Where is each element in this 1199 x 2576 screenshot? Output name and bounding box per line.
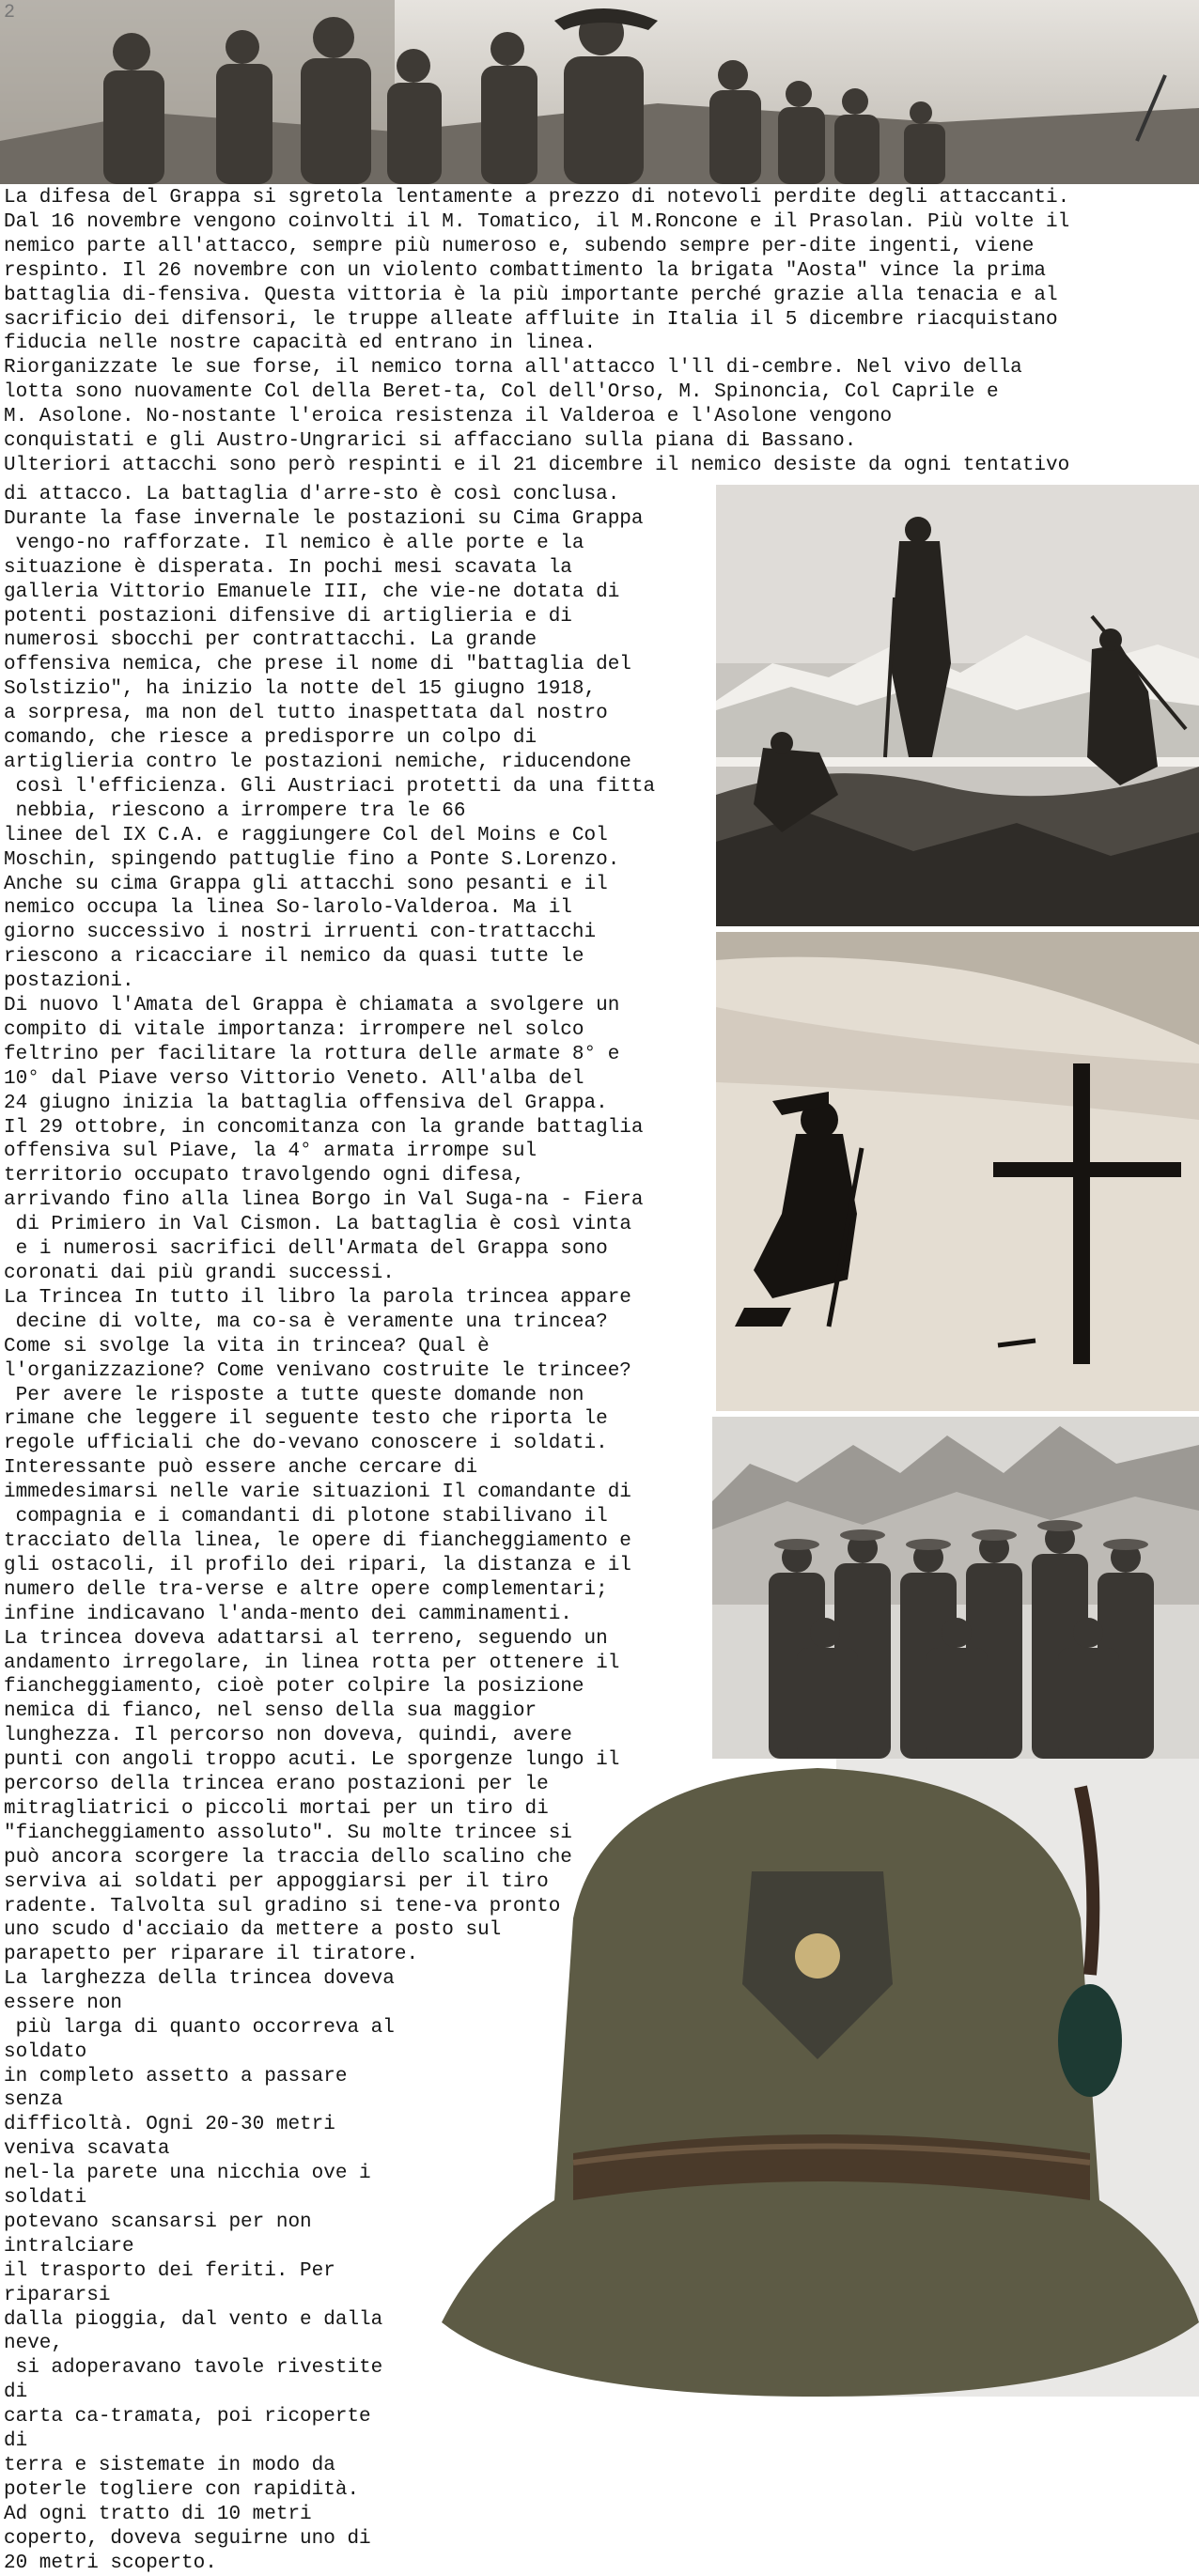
text-line: postazioni. xyxy=(4,970,134,993)
text-line: terra e sistemate in modo da xyxy=(4,2455,335,2477)
text-line: regole ufficiali che do-vevano conoscere i soldati. xyxy=(4,1433,608,1455)
text-line: Di nuovo l'Amata del Grappa è chiamata a svolgere un xyxy=(4,995,620,1017)
text-line: punti con angoli troppo acuti. Le sporgenze lungo il xyxy=(4,1749,620,1772)
kneeling-soldier-and-cross-photo xyxy=(716,932,1199,1411)
text-line: fiducia nelle nostre capacità ed entrano in linea. xyxy=(4,333,597,355)
text-line: e i numerosi sacrifici dell'Armata del Grappa sono xyxy=(4,1238,608,1261)
text-line: offensiva sul Piave, la 4° armata irrompe sul xyxy=(4,1141,537,1163)
text-line: arrivando fino alla linea Borgo in Val Suga-na - Fiera xyxy=(4,1189,644,1212)
text-line: linee del IX C.A. e raggiungere Col del Moins e Col xyxy=(4,824,608,846)
text-line: più larga di quanto occorreva al soldato xyxy=(4,2016,407,2063)
text-line: nel-la parete una nicchia ove i soldati xyxy=(4,2163,383,2210)
text-line: infine indicavano l'anda-mento dei camminamenti. xyxy=(4,1603,572,1625)
text-line: La Trincea In tutto il libro la parola trincea appare xyxy=(4,1286,631,1309)
text-line: respinto. Il 26 novembre con un violento combattimento la brigata "Aosta" vince la prima xyxy=(4,259,1046,282)
text-line: poterle togliere con rapidità. xyxy=(4,2478,360,2501)
text-line: galleria Vittorio Emanuele III, che vie-ne dotata di xyxy=(4,581,620,603)
text-line: a sorpresa, ma non del tutto inaspettata dal nostro xyxy=(4,703,608,725)
text-line: radente. Talvolta sul gradino si tene-va pronto xyxy=(4,1895,561,1917)
text-line: La trincea doveva adattarsi al terreno, seguendo un xyxy=(4,1627,608,1650)
text-line: battaglia di-fensiva. Questa vittoria è la più importante perché grazie alla tenacia e al xyxy=(4,284,1058,306)
text-line: lotta sono nuovamente Col della Beret-ta, Col dell'Orso, M. Spinoncia, Col Caprile e xyxy=(4,381,999,404)
text-line: Solstizio", ha inizio la notte del 15 giugno 1918, xyxy=(4,678,597,701)
text-line: dalla pioggia, dal vento e dalla neve, xyxy=(4,2308,395,2355)
text-line: La difesa del Grappa si sgretola lentamente a prezzo di notevoli perdite degli attaccanti. xyxy=(4,187,1070,209)
text-line: difficoltà. Ogni 20-30 metri veniva scavata xyxy=(4,2114,348,2161)
article-text-full-width xyxy=(4,186,1197,478)
text-line: Ulteriori attacchi sono però respinti e il 21 dicembre il nemico desiste da ogni tentativo xyxy=(4,454,1070,476)
text-line: 10° dal Piave verso Vittorio Veneto. All'alba del xyxy=(4,1067,584,1090)
text-line: comando, che riesce a predisporre un colpo di xyxy=(4,727,537,750)
text-line: Durante la fase invernale le postazioni su Cima Grappa xyxy=(4,507,644,530)
article-text-column xyxy=(4,483,710,1943)
alpini-on-mountain-photo xyxy=(716,485,1199,926)
text-line: l'organizzazione? Come venivano costruite le trincee? xyxy=(4,1359,631,1382)
text-line: potenti postazioni difensive di artiglieria e di xyxy=(4,605,572,628)
text-line: coronati dai più grandi successi. xyxy=(4,1263,395,1284)
text-line: conquistati e gli Austro-Ungrarici si affacciano sulla piana di Bassano. xyxy=(4,430,857,453)
text-line: serviva ai soldati per appoggiarsi per il tiro xyxy=(4,1870,549,1893)
text-line: parapetto per riparare il tiratore. xyxy=(4,1944,419,1965)
text-line: lunghezza. Il percorso non doveva, quindi, avere xyxy=(4,1725,572,1747)
text-line: Il 29 ottobre, in concomitanza con la grande battaglia xyxy=(4,1116,644,1139)
text-line: nemica di fianco, nel senso della sua maggior xyxy=(4,1700,537,1723)
text-line: 20 metri scoperto. xyxy=(4,2552,217,2574)
text-line: uno scudo d'acciaio da mettere a posto sul xyxy=(4,1919,502,1942)
text-line: il trasporto dei feriti. Per ripararsi xyxy=(4,2259,348,2306)
text-line: in completo assetto a passare senza xyxy=(4,2065,360,2112)
text-line: M. Asolone. No-nostante l'eroica resistenza il Valderoa e l'Asolone vengono xyxy=(4,406,893,428)
text-line: offensiva nemica, che prese il nome di "battaglia del xyxy=(4,654,631,676)
text-line: rimane che leggere il seguente testo che riporta le xyxy=(4,1408,608,1431)
text-line: coperto, doveva seguirne uno di xyxy=(4,2527,371,2550)
text-line: tracciato della linea, le opere di fiancheggiamento e xyxy=(4,1529,631,1552)
text-line: può ancora scorgere la traccia dello scalino che xyxy=(4,1846,572,1869)
text-line: nebbia, riescono a irrompere tra le 66 xyxy=(4,799,466,822)
text-line: Interessante può essere anche cercare di xyxy=(4,1457,478,1480)
text-line: giorno successivo i nostri irruenti con-trattacchi xyxy=(4,922,597,944)
text-line: carta ca-tramata, poi ricoperte di xyxy=(4,2406,383,2453)
text-line: Moschin, spingendo pattuglie fino a Ponte S.Lorenzo. xyxy=(4,848,620,871)
text-line: numerosi sbocchi per contrattacchi. La grande xyxy=(4,629,537,652)
text-line: si adoperavano tavole rivestite di xyxy=(4,2357,395,2404)
text-line: mitragliatrici o piccoli mortai per un tiro di xyxy=(4,1797,549,1820)
text-line: decine di volte, ma co-sa è veramente una trincea? xyxy=(4,1311,608,1333)
text-line: di attacco. La battaglia d'arre-sto è così conclusa. xyxy=(4,484,620,505)
text-line: vengo-no rafforzate. Il nemico è alle porte e la xyxy=(4,532,584,554)
text-line: Come si svolge la vita in trincea? Qual è xyxy=(4,1335,490,1358)
text-line: immedesimarsi nelle varie situazioni Il comandante di xyxy=(4,1482,631,1504)
text-line: territorio occupato travolgendo ogni difesa, xyxy=(4,1165,525,1187)
text-line: 24 giugno inizia la battaglia offensiva del Grappa. xyxy=(4,1092,608,1114)
page-number: 2 xyxy=(4,2,16,23)
text-line: Per avere le risposte a tutte queste domande non xyxy=(4,1384,584,1406)
text-line: feltrino per facilitare la rottura delle armate 8° e xyxy=(4,1043,620,1065)
text-line: Anche su cima Grappa gli attacchi sono pesanti e il xyxy=(4,873,608,895)
text-line: artiglieria contro le postazioni nemiche, riducendone xyxy=(4,751,631,773)
text-line: Riorganizzate le sue forse, il nemico torna all'attacco l'll di-cembre. Nel vivo della xyxy=(4,357,1022,380)
article-text-column-narrowest xyxy=(4,1967,407,2576)
text-line: andamento irregolare, in linea rotta per ottenere il xyxy=(4,1652,620,1674)
article-text-column-narrow xyxy=(4,1943,568,1967)
text-line: numero delle tra-verse e altre opere complementari; xyxy=(4,1578,608,1601)
text-line: percorso della trincea erano postazioni per le xyxy=(4,1774,549,1796)
text-line: compito di vitale importanza: irrompere nel solco xyxy=(4,1018,584,1041)
text-line: così l'efficienza. Gli Austriaci protetti da una fitta xyxy=(4,775,656,798)
text-line: Ad ogni tratto di 10 metri xyxy=(4,2503,312,2525)
text-line: Dal 16 novembre vengono coinvolti il M. Tomatico, il M.Roncone e il Prasolan. Più volte il xyxy=(4,210,1070,233)
text-line: compagnia e i comandanti di plotone stabilivano il xyxy=(4,1506,608,1529)
text-line: gli ostacoli, il profilo dei ripari, la distanza e il xyxy=(4,1554,631,1576)
text-line: nemico parte all'attacco, sempre più numeroso e, subendo sempre per-dite ingenti, viene xyxy=(4,235,1035,257)
text-line: riescono a ricacciare il nemico da quasi tutte le xyxy=(4,946,584,969)
text-line: sacrificio dei difensori, le truppe alleate affluite in Italia il 5 dicembre riacquistano xyxy=(4,308,1058,331)
text-line: situazione è disperata. In pochi mesi scavata la xyxy=(4,556,572,579)
text-line: "fiancheggiamento assoluto". Su molte trincee si xyxy=(4,1822,572,1844)
text-line: fiancheggiamento, cioè poter colpire la posizione xyxy=(4,1676,584,1699)
text-line: potevano scansarsi per non intralciare xyxy=(4,2211,324,2258)
text-line: di Primiero in Val Cismon. La battaglia è così vinta xyxy=(4,1214,631,1236)
text-line: nemico occupa la linea So-larolo-Valderoa. Ma il xyxy=(4,897,572,920)
text-line: La larghezza della trincea doveva essere non xyxy=(4,1967,407,2014)
soldiers-group-photo xyxy=(0,0,1199,184)
alpini-group-photo xyxy=(712,1417,1199,1759)
